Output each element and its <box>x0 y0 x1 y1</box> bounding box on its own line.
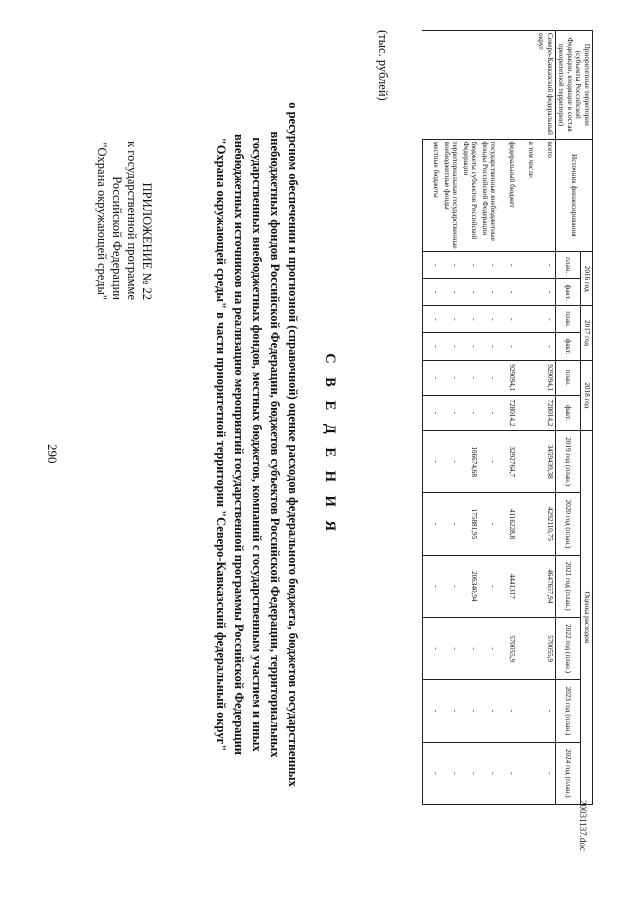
value-cell: - <box>480 360 499 395</box>
value-cell: - <box>480 252 499 279</box>
table-row <box>423 31 442 805</box>
header-plan: план. <box>556 360 581 395</box>
heading-title: С В Е Д Е Н И Я <box>322 353 338 536</box>
value-cell: - <box>461 252 480 279</box>
value-cell: - <box>499 306 518 333</box>
value-cell: - <box>423 306 442 333</box>
value-cell <box>518 360 537 395</box>
header-year-2017: 2017 год <box>581 306 593 360</box>
value-cell: - <box>461 333 480 360</box>
value-cell <box>518 306 537 333</box>
value-cell: - <box>442 333 461 360</box>
value-cell: - <box>461 742 480 804</box>
value-cell: - <box>480 279 499 306</box>
value-cell: 4441317 <box>499 555 518 617</box>
value-cell: 3292764,7 <box>499 430 518 492</box>
value-cell: - <box>423 430 442 492</box>
appendix-federation-line: Российской Федерации <box>110 176 124 300</box>
value-cell: - <box>499 279 518 306</box>
header-estimate-2021: 2021 год (план.) <box>556 555 581 617</box>
value-cell: - <box>537 333 556 360</box>
value-cell: - <box>480 493 499 555</box>
value-cell <box>518 395 537 430</box>
header-plan: план. <box>556 306 581 333</box>
value-cell: - <box>442 742 461 804</box>
appendix-number: ПРИЛОЖЕНИЕ № 22 <box>140 182 154 300</box>
heading-line: "Охрана окружающей среды" в части приоритетной территории "Северо-Кавказский федеральный округ" <box>214 137 228 752</box>
value-cell: - <box>480 742 499 804</box>
value-cell: - <box>537 279 556 306</box>
value-cell: - <box>537 680 556 742</box>
value-cell <box>518 430 537 492</box>
value-cell: - <box>537 742 556 804</box>
source-cell: территориальные государственные внебюджетные фонды <box>442 139 461 252</box>
financing-table <box>422 30 593 805</box>
value-cell: - <box>480 333 499 360</box>
header-plan: план. <box>556 252 581 279</box>
value-cell: 728014,2 <box>537 395 556 430</box>
value-cell: - <box>442 252 461 279</box>
value-cell: 3459439,38 <box>537 430 556 492</box>
value-cell: - <box>423 742 442 804</box>
source-cell: бюджеты субъектов Российской Федерации <box>461 139 480 252</box>
value-cell: - <box>423 555 442 617</box>
value-cell: 206340,94 <box>461 555 480 617</box>
territory-cell: Северо-Кавказский федеральный округ <box>423 31 556 140</box>
value-cell: 570055,9 <box>499 617 518 679</box>
value-cell: - <box>461 279 480 306</box>
value-cell <box>518 252 537 279</box>
value-cell: - <box>480 617 499 679</box>
financing-table-wrapper <box>375 30 593 805</box>
appendix-label <box>94 70 154 300</box>
value-cell: - <box>461 680 480 742</box>
heading-line: внебюджетных источников на реализацию мероприятий государственной программы Российской Федерации <box>232 133 246 756</box>
source-cell: местные бюджеты <box>423 139 442 252</box>
header-fact: факт. <box>556 279 581 306</box>
appendix-program-name: "Охрана окружающей среды" <box>95 142 109 300</box>
header-estimate-2024: 2024 год (план.) <box>556 742 581 804</box>
source-cell: всего <box>537 139 556 252</box>
header-source: Источник финансирования <box>556 139 593 252</box>
value-cell: - <box>461 395 480 430</box>
value-cell <box>518 555 537 617</box>
value-cell <box>518 617 537 679</box>
header-year-2018: 2018 год <box>581 360 593 430</box>
value-cell: - <box>423 279 442 306</box>
value-cell: 929094,1 <box>537 360 556 395</box>
value-cell <box>518 680 537 742</box>
header-year-2016: 2016 год <box>581 252 593 306</box>
table-row <box>518 31 537 805</box>
value-cell: - <box>461 306 480 333</box>
value-cell: - <box>499 742 518 804</box>
value-cell: - <box>537 306 556 333</box>
value-cell: - <box>499 680 518 742</box>
value-cell: - <box>423 680 442 742</box>
value-cell: - <box>442 360 461 395</box>
financing-table-body <box>423 31 556 805</box>
value-cell: - <box>442 493 461 555</box>
header-estimate-2023: 2023 год (план.) <box>556 680 581 742</box>
units-label: (тыс. рублей) <box>376 30 390 101</box>
value-cell: 728014,2 <box>499 395 518 430</box>
header-estimate: Оценка расходов <box>581 430 593 804</box>
value-cell: - <box>442 306 461 333</box>
value-cell: - <box>480 306 499 333</box>
source-cell: государственные внебюджетные фонды Российской Федерации <box>480 139 499 252</box>
value-cell: - <box>442 680 461 742</box>
value-cell: - <box>480 555 499 617</box>
value-cell: - <box>423 395 442 430</box>
value-cell: 175881,95 <box>461 493 480 555</box>
heading-line: о ресурсном обеспечении и прогнозной (справочной) оценке расходов федерального бюджета, бюджетов государственных <box>286 102 300 787</box>
value-cell: 4292110,75 <box>537 493 556 555</box>
value-cell: 4647657,94 <box>537 555 556 617</box>
header-fact: факт. <box>556 395 581 430</box>
value-cell: - <box>442 279 461 306</box>
value-cell: - <box>480 430 499 492</box>
value-cell: - <box>442 395 461 430</box>
value-cell: - <box>537 252 556 279</box>
heading-line: внебюджетных фондов Российской Федерации, бюджетов субъектов Российской Федерации, территориальных <box>268 131 282 758</box>
value-cell: 570055,9 <box>537 617 556 679</box>
table-row <box>442 31 461 805</box>
source-cell: федеральный бюджет <box>499 139 518 252</box>
page-number: 290 <box>45 444 60 464</box>
document-heading <box>212 18 338 871</box>
appendix-program-line: к государственной программе <box>125 141 139 300</box>
document-code: 20031137.doc <box>578 800 588 851</box>
heading-line: государственных внебюджетных фондов, местных бюджетов, компаний с государственным участием и иных <box>250 137 264 752</box>
value-cell: - <box>480 395 499 430</box>
value-cell: - <box>461 617 480 679</box>
value-cell: - <box>461 360 480 395</box>
header-territory: Приоритетные территории (субъекты Российской Федерации, входящие в состав приоритетной территории) <box>556 31 593 140</box>
value-cell <box>518 493 537 555</box>
value-cell: 166674,68 <box>461 430 480 492</box>
header-estimate-2020: 2020 год (план.) <box>556 493 581 555</box>
value-cell: 4116228,8 <box>499 493 518 555</box>
table-row <box>499 31 518 805</box>
value-cell: - <box>442 617 461 679</box>
value-cell: - <box>423 617 442 679</box>
value-cell: - <box>423 360 442 395</box>
value-cell: - <box>480 680 499 742</box>
value-cell: - <box>423 493 442 555</box>
header-fact: факт. <box>556 333 581 360</box>
value-cell: - <box>423 252 442 279</box>
value-cell <box>518 333 537 360</box>
table-row <box>480 31 499 805</box>
value-cell: 929094,1 <box>499 360 518 395</box>
header-estimate-2022: 2022 год (план.) <box>556 617 581 679</box>
value-cell: - <box>442 555 461 617</box>
value-cell: - <box>423 333 442 360</box>
value-cell <box>518 279 537 306</box>
value-cell: - <box>499 333 518 360</box>
table-row <box>537 31 556 805</box>
header-estimate-2019: 2019 год (план.) <box>556 430 581 492</box>
table-row <box>461 31 480 805</box>
value-cell <box>518 742 537 804</box>
source-cell: в том числе: <box>518 139 537 252</box>
value-cell: - <box>499 252 518 279</box>
value-cell: - <box>442 430 461 492</box>
